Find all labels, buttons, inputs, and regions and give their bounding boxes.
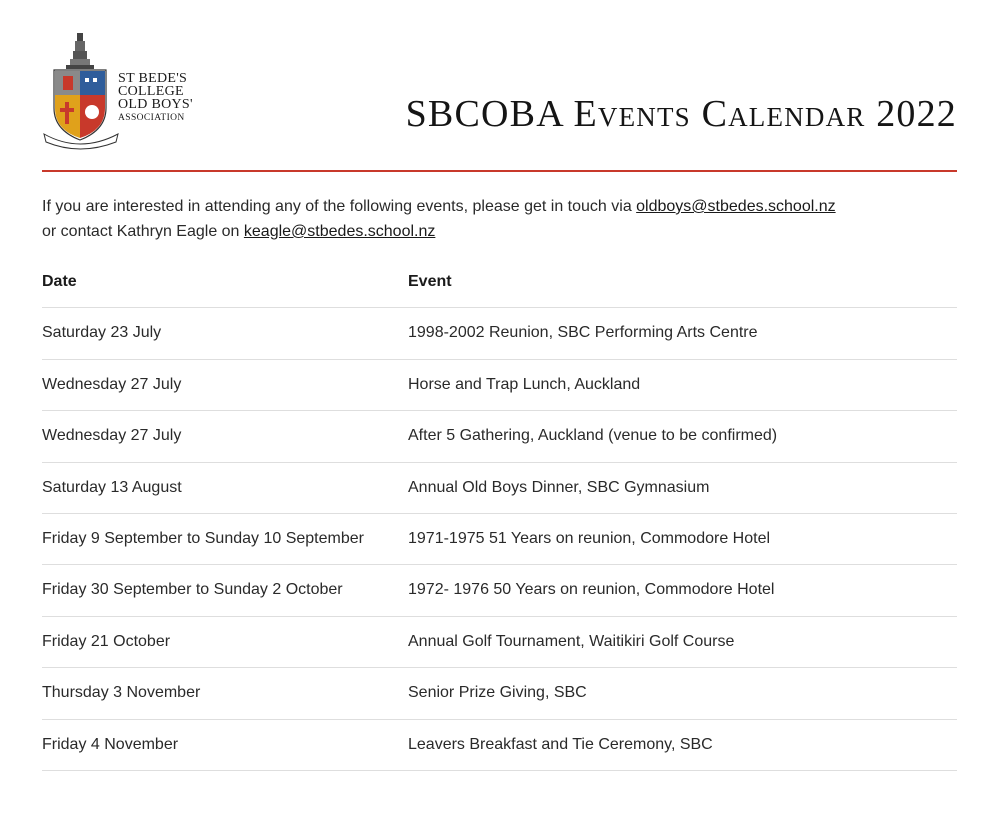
event-name: Annual Old Boys Dinner, SBC Gymnasium [408,478,710,496]
table-header-row [42,257,957,308]
event-name: Senior Prize Giving, SBC [408,684,587,702]
logo-wordmark [118,72,193,125]
event-date: Friday 4 November [42,735,179,753]
event-name: 1998-2002 Reunion, SBC Performing Arts Centre [408,324,758,342]
event-name: Annual Golf Tournament, Waitikiri Golf Course [408,632,735,650]
intro-text-1: If you are interested in attending any of the following events, please get in touch via [42,198,637,215]
title-divider [42,170,957,172]
event-column-header: Event [408,273,452,290]
event-date: Friday 9 September to Sunday 10 September [42,529,364,547]
event-name: 1972- 1976 50 Years on reunion, Commodore Hotel [408,581,775,599]
crest-icon [42,30,122,152]
oldboys-email-link[interactable]: oldboys@stbedes.school.nz [636,198,836,215]
events-table [42,257,957,771]
event-name: Leavers Breakfast and Tie Ceremony, SBC [408,735,713,753]
school-crest-logo[interactable] [42,30,202,152]
table-row [42,617,957,668]
intro-paragraph [42,194,957,244]
keagle-email-link[interactable]: keagle@stbedes.school.nz [243,223,436,240]
logo-line-4: ASSOCIATION [118,113,185,123]
table-row [42,463,957,514]
event-date: Friday 21 October [42,632,171,650]
event-name: 1971-1975 51 Years on reunion, Commodore Hotel [408,529,771,547]
table-row [42,720,957,771]
event-date: Thursday 3 November [42,684,201,702]
event-name: After 5 Gathering, Auckland (venue to be confirmed) [408,427,778,445]
event-date: Saturday 13 August [42,478,182,496]
date-column-header: Date [42,273,77,290]
event-date: Saturday 23 July [42,324,162,342]
table-row [42,411,957,462]
page-title: SBCOBA Events Calendar 2022 [405,93,957,135]
table-row [42,668,957,719]
table-row [42,565,957,616]
logo-line-3: OLD BOYS' [118,97,193,112]
event-date: Wednesday 27 July [42,427,182,445]
logo-line-2: COLLEGE [118,84,184,99]
event-name: Horse and Trap Lunch, Auckland [408,375,641,393]
table-row [42,360,957,411]
event-date: Wednesday 27 July [42,375,182,393]
table-row [42,308,957,359]
intro-text-2: or contact Kathryn Eagle on [42,223,244,240]
table-row [42,514,957,565]
event-date: Friday 30 September to Sunday 2 October [42,581,343,599]
logo-line-1: ST BEDE'S [118,71,188,86]
